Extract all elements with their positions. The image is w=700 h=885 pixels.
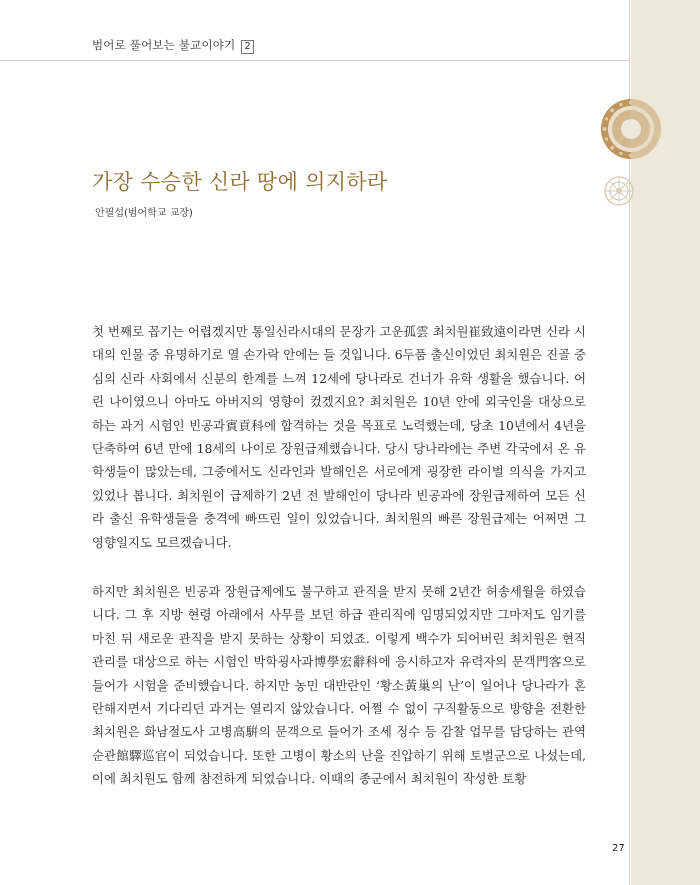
body-paragraph-1: 첫 번째로 꼽기는 어렵겠지만 통일신라시대의 문장가 고운孤雲 최치원崔致遠이라면 신라 시대의 인물 중 유명하기로 열 손가락 안에는 들 것입니다. 6두품 출신이었던 최치원은 진골 중심의 신라 사회에서 신분의 한계를 느껴 12세에 당나라로 건너가 유학 생활을 했습니다. 어린 나이였으니 아마도 아버지의 영향이 컸겠지요? 최치원은 10년 안에 외국인을 대상으로 하는 과거 시험인 빈공과賓貢科에 합격하는 것을 목표로 노력했는데, 당초 10년에서 4년을 단축하여 6년 만에 18세의 나이로 장원급제했습니다. 당시 당나라에는 주변 각국에서 온 유학생들이 많았는데, 그중에서도 신라인과 발해인은 서로에게 굉장한 라이벌 의식을 가지고 있었나 봅니다. 최치원이 급제하기 2년 전 발해인이 당나라 빈공과에 장원급제하여 모든 신라 출신 유학생들을 충격에 빠뜨린 일이 있었습니다. 최치원의 빠른 장원급제는 어쩌면 그 영향일지도 모르겠습니다. [92,324,586,550]
dharma-wheel-small-icon [604,176,634,206]
page-number: 27 [612,843,625,854]
dharma-wheel-large-icon [600,98,662,160]
body-paragraph-2: 하지만 최치원은 빈공과 장원급제에도 불구하고 관직을 받지 못해 2년간 허송세월을 하였습니다. 그 후 지방 현령 아래에서 사무를 보던 하급 관리직에 임명되었지만 그마저도 임기를 마친 뒤 새로운 관직을 받지 못하는 상황이 되었죠. 이렇게 백수가 되어버린 최치원은 현직 관리를 대상으로 하는 시험인 박학굉사과博學宏辭科에 응시하고자 유력자의 문객門客으로 들어가 시험을 준비했습니다. 하지만 농민 대반란인 ‘황소黃巢의 난’이 일어나 당나라가 혼란해지면서 기다리던 과거는 열리지 않았습니다. 어쩔 수 없이 구직활동으로 방향을 전환한 최치원은 화남절도사 고병高騈의 문객으로 들어가 조세 징수 등 감찰 업무를 담당하는 관역순관館驛巡官이 되었습니다. 또한 고병이 황소의 난을 진압하기 위해 토벌군으로 나섰는데, 이에 최치원도 함께 참전하게 되었습니다. 이때의 종군에서 최치원이 작성한 토황 [92,584,586,787]
header-rule [0,60,630,61]
running-title: 범어로 풀어보는 불교이야기 [92,38,236,52]
article-author: 안필섭(범어학교 교장) [95,208,193,219]
running-head [92,37,254,54]
article-title: 가장 수승한 신라 땅에 의지하라 [92,170,388,194]
chapter-number: 2 [241,40,254,54]
